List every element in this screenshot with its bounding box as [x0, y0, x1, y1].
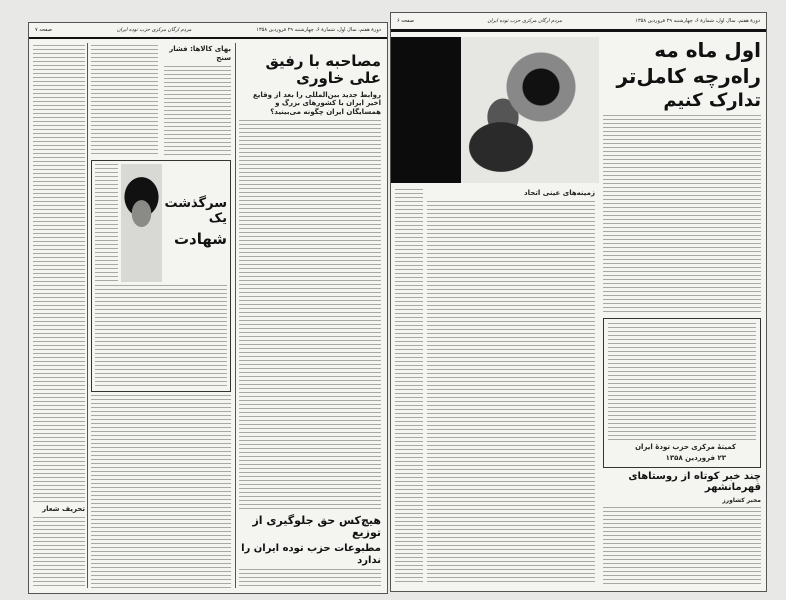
masthead: مردم ارگان مرکزی حزب توده ایران: [116, 27, 192, 33]
column-body: [395, 189, 423, 585]
masthead: مردم ارگان مرکزی حزب توده ایران: [487, 18, 562, 24]
column-body: [91, 45, 158, 157]
right-column: [603, 39, 761, 587]
bottom-title-2: مطبوعات حزب توده ایران را ندارد: [241, 543, 381, 566]
center-column: [427, 189, 595, 585]
martyr-body: [95, 164, 118, 282]
prices-title: بهای کالاها: فشار سنج: [169, 45, 231, 62]
signature-committee: کمیتهٔ مرکزی حزب تودهٔ ایران: [635, 443, 736, 451]
left-page: [28, 22, 388, 594]
bottom-body: [239, 569, 381, 589]
headline-2: راه‌رچه کامل‌تر: [616, 64, 761, 88]
martyr-photo: [121, 164, 162, 282]
distortion-body: [33, 517, 85, 589]
prices-article: [164, 45, 231, 157]
column-body: [91, 395, 231, 589]
martyr-body: [95, 285, 227, 388]
interview-column: [239, 45, 381, 589]
statement-body: [608, 323, 756, 442]
right-page: [390, 12, 767, 592]
edge-column: [395, 189, 423, 585]
page-number: صفحه ۷: [35, 27, 52, 33]
bottom-title-1: هیچ‌کس حق جلوگیری از توزیع: [252, 513, 381, 540]
column-divider: [87, 43, 88, 588]
issue-info: دورهٔ هفتم، سال اول، شمارهٔ ۶، چهارشنبه ۲۹ فروردین ۱۳۵۸: [256, 27, 381, 33]
news-body: [603, 507, 761, 587]
martyr-title-1: سرگذشت یک: [164, 196, 227, 227]
headline-1: اول ماه مه: [654, 38, 761, 62]
lead-body: [603, 115, 761, 315]
column-divider: [235, 43, 236, 588]
page-header: [391, 13, 766, 32]
signature-date: ۲۳ فروردین ۱۳۵۸: [665, 453, 726, 462]
news-title: چند خبر کوتاه از روستاهای قهرمانشهر: [628, 470, 761, 493]
issue-info: دورهٔ هفتم، سال اول، شمارهٔ ۶، چهارشنبه ۲۹ فروردین ۱۳۵۸: [635, 18, 760, 24]
page-number: صفحه ۶: [397, 18, 414, 24]
column-body: [427, 201, 595, 585]
interview-body: [239, 120, 381, 512]
headline-3: تدارک کنیم: [663, 90, 761, 111]
prices-body: [164, 66, 231, 158]
interview-title: مصاحبه با رفیق علی خاوری: [265, 52, 381, 88]
worker-illustration: [391, 37, 599, 183]
interview-subtitle: روابط جدید بین‌المللی را بعد از وقایع اخیر ایران با کشورهای بزرگ و همسایگان ایران چگونه می‌بینید؟: [252, 90, 381, 116]
martyr-box: [91, 160, 231, 392]
column-body: [33, 45, 85, 502]
middle-column: [91, 45, 231, 589]
section-title: زمینه‌های عینی اتحاد: [524, 189, 595, 197]
martyr-top: [95, 164, 227, 282]
martyr-titles: [165, 164, 228, 282]
statement-box: [603, 318, 761, 468]
left-column: [33, 45, 85, 589]
distortion-title: تحریف شعار: [42, 505, 85, 514]
martyr-title-2: شهادت: [173, 230, 227, 249]
page-header: [29, 23, 387, 39]
top-row: [91, 45, 231, 157]
news-byline: مخبر کشاورز: [722, 496, 761, 504]
